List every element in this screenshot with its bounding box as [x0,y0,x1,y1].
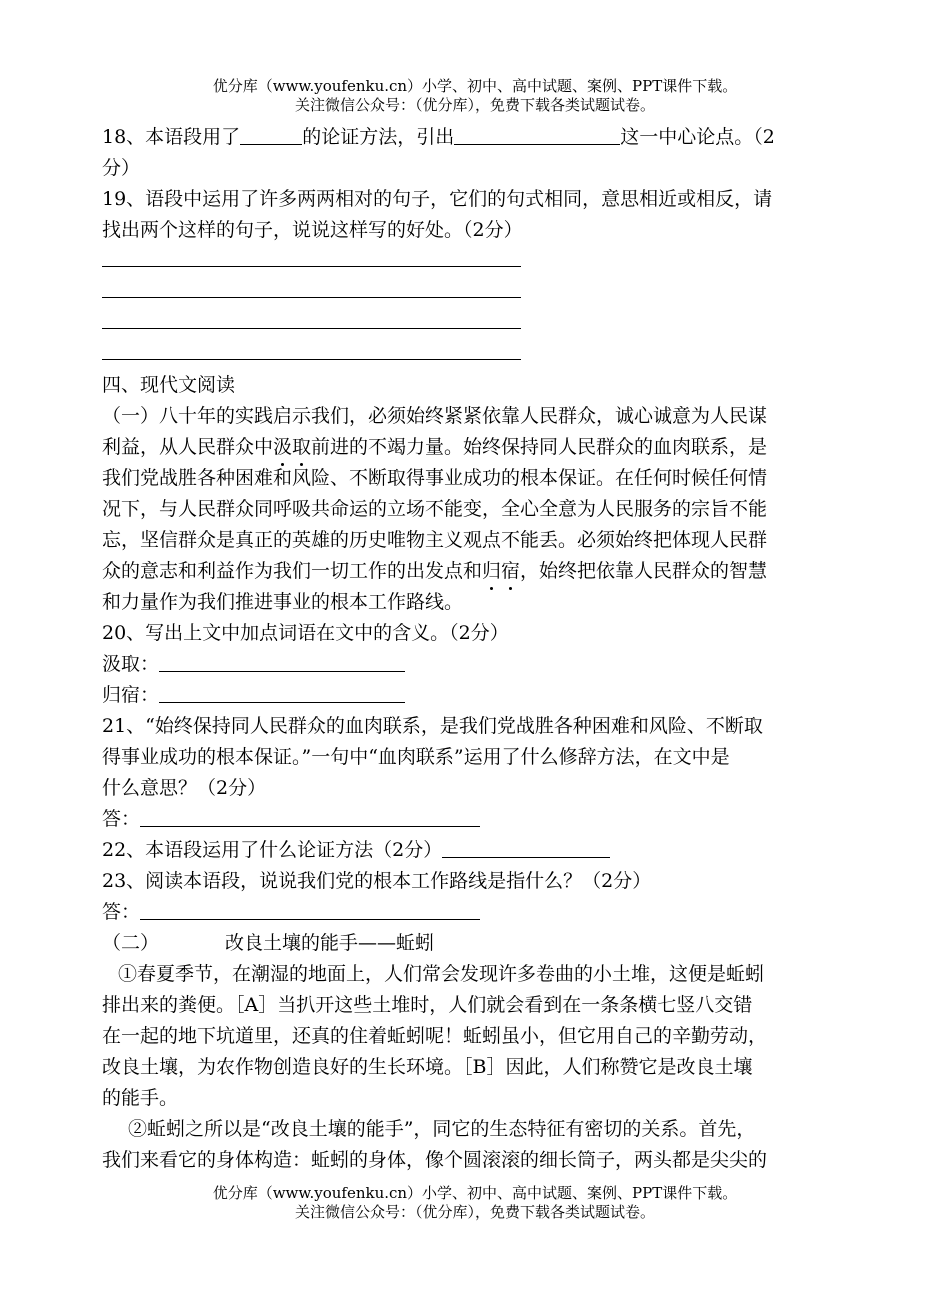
passage-line: 和力量作为我们推进事业的根本工作路线。 [102,591,464,613]
question-18: 18、本语段用了 的论证方法，引出 这一中心论点。（2 [102,126,775,148]
passage-line: 况下，与人民群众同呼吸共命运的立场不能变，全心全意为人民服务的宗旨不能 [102,498,768,520]
passage-line: ②蚯蚓之所以是“改良土壤的能手”，同它的生态特征有密切的关系。首先， [128,1118,756,1140]
passage-1 [102,401,850,618]
page-header [0,77,950,115]
passage-line: （一）八十年的实践启示我们，必须始终紧紧依靠人民群众，诚心诚意为人民谋 [102,405,768,427]
q20-blank-jiqu[interactable] [159,651,405,672]
passage-line: 在一起的地下坑道里，还真的住着蚯蚓呢！蚯蚓虽小，但它用自己的辛勤劳动， [102,1025,768,1047]
header-line-1: 优分库（www.youfenku.cn）小学、初中、高中试题、案例、PPT课件下载。 [212,77,738,95]
q23-answer: 答： [102,897,850,928]
q18-blank-method[interactable] [240,124,302,145]
passage-line: 的能手。 [102,1087,179,1109]
question-18-score: 分） [102,157,141,179]
section-title: 四、现代文阅读 [102,374,236,396]
question-21-line-2: 得事业成功的根本保证。”一句中“血肉联系”运用了什么修辞方法，在文中是 [102,746,730,768]
passage-line: 忘，坚信群众是真正的英雄的历史唯物主义观点不能丢。必须始终把体现人民群 [102,529,768,551]
page-footer [0,1184,950,1222]
passage-line: 我们党战胜各种困难和风险、不断取得事业成功的根本保证。在任何时候任何情 [102,467,768,489]
q19-answer-line[interactable] [102,308,850,339]
q21-answer: 答： [102,804,850,835]
passage-line: 排出来的粪便。［A］当扒开这些土堆时，人们就会看到在一条条横七竖八交错 [102,994,753,1016]
q20-blank-guisu[interactable] [159,682,405,703]
question-19-line-2: 找出两个这样的句子，说说这样写的好处。（2分） [102,219,523,241]
passage-line: 众的意志和利益作为我们一切工作的出发点和归宿，始终把依靠人民群众的智慧 [102,556,850,587]
question-21-line-1: 21、“始终保持同人民群众的血肉联系，是我们党战胜各种困难和风险、不断取 [102,715,763,737]
question-19-line-1: 19、语段中运用了许多两两相对的句子，它们的句式相同，意思相近或相反，请 [102,188,773,210]
dotted-char: 汲 [273,432,292,463]
q19-answer-line[interactable] [102,277,850,308]
q20-answer-jiqu: 汲取： [102,649,850,680]
q21-answer-blank[interactable] [140,806,480,827]
passage-2-title: 改良土壤的能手——蚯蚓 [225,932,435,954]
passage-line: 利益，从人民群众中汲取前进的不竭力量。始终保持同人民群众的血肉联系，是 [102,432,850,463]
question-23: 23、阅读本语段，说说我们党的根本工作路线是指什么？（2分） [102,870,652,892]
dotted-char: 归 [482,556,501,587]
q23-answer-blank[interactable] [140,899,480,920]
document-body [102,122,850,1176]
passage-2-heading [102,928,850,959]
q19-answer-line[interactable] [102,246,850,277]
header-line-2: 关注微信公众号：（优分库），免费下载各类试题试卷。 [294,96,655,114]
passage-line: 我们来看它的身体构造：蚯蚓的身体，像个圆滚滚的细长筒子，两头都是尖尖的 [102,1149,768,1171]
footer-line-1: 优分库（www.youfenku.cn）小学、初中、高中试题、案例、PPT课件下载。 [212,1184,738,1202]
q22-answer-blank[interactable] [442,837,610,858]
dotted-char: 宿 [501,556,520,587]
passage-line: 改良土壤，为农作物创造良好的生长环境。［B］因此，人们称赞它是改良土壤 [102,1056,753,1078]
passage-2-label: （二） [102,932,160,954]
question-21-line-3: 什么意思？（2分） [102,777,267,799]
footer-line-2: 关注微信公众号：（优分库），免费下载各类试题试卷。 [294,1203,655,1221]
passage-2 [102,959,850,1176]
q20-answer-guisu: 归宿： [102,680,850,711]
dotted-char: 取 [292,432,311,463]
passage-line: ①春夏季节，在潮湿的地面上，人们常会发现许多卷曲的小土堆，这便是蚯蚓 [118,963,765,985]
question-22: 22、本语段运用了什么论证方法（2分） [102,835,850,866]
q19-answer-line[interactable] [102,339,850,370]
q18-blank-thesis[interactable] [454,124,620,145]
question-20: 20、写出上文中加点词语在文中的含义。（2分） [102,622,509,644]
